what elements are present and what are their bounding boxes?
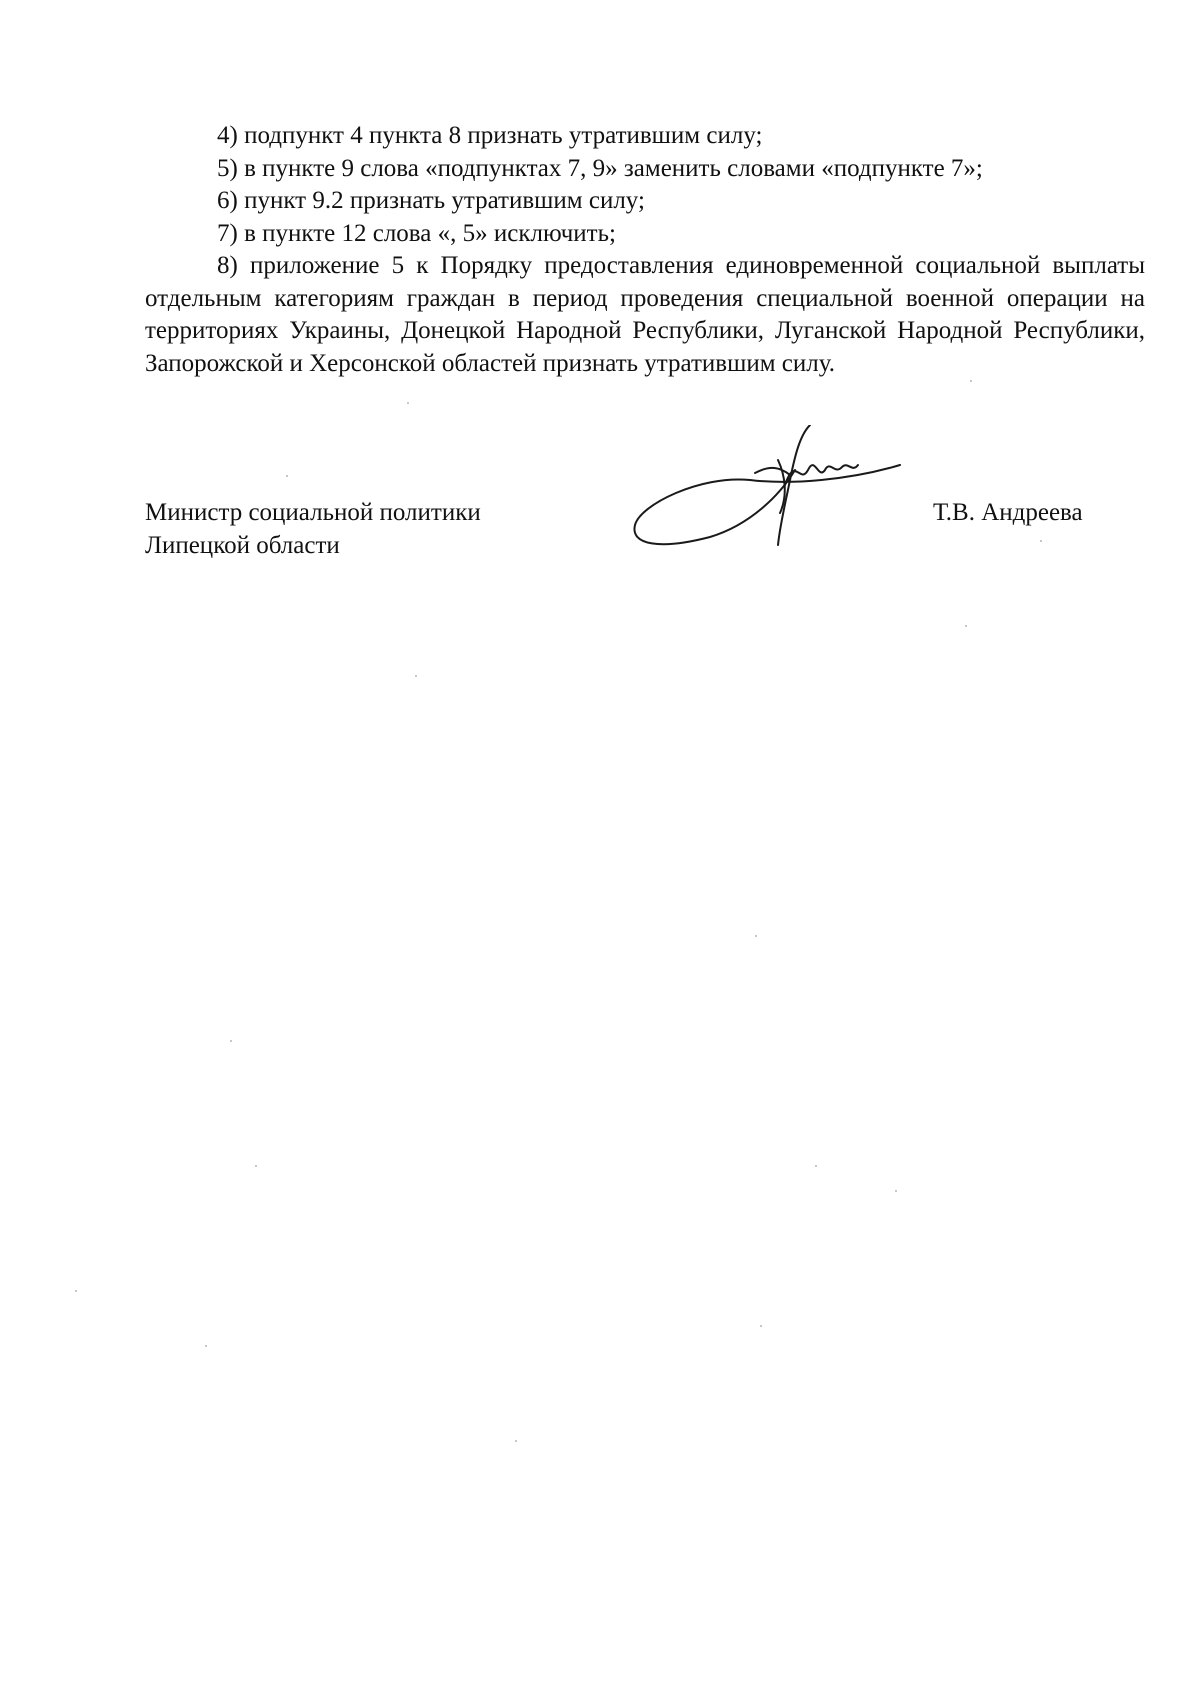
signer-position-line-1: Министр социальной политики <box>145 499 481 526</box>
scan-speck <box>895 1190 897 1192</box>
scan-speck <box>515 1440 517 1442</box>
document-body <box>145 120 1145 380</box>
scan-speck <box>760 1325 762 1327</box>
scan-speck <box>205 1345 207 1347</box>
scan-speck <box>286 475 288 477</box>
signer-position-line-2: Липецкой области <box>145 532 340 559</box>
signer-position <box>145 496 481 562</box>
scan-speck <box>1040 540 1042 542</box>
scan-speck <box>255 1165 257 1167</box>
signer-name: Т.В. Андреева <box>933 499 1083 526</box>
handwritten-signature <box>630 425 920 565</box>
scan-speck <box>75 1290 77 1292</box>
amendment-item-4: 4) подпункт 4 пункта 8 признать утратившим силу; <box>217 122 763 149</box>
amendment-item-6: 6) пункт 9.2 признать утратившим силу; <box>217 187 645 214</box>
scan-speck <box>815 1165 817 1167</box>
scan-speck <box>407 402 409 404</box>
scan-speck <box>970 380 972 382</box>
amendment-item-8: 8) приложение 5 к Порядку предоставления единовременной социальной выплаты отдельным категориям граждан в период проведения специальной военной операции на территориях Украины, Донецкой Народной Республики, Луганской Народной Республики, Запорожской и Херсонской областей признать утратившим силу. <box>145 252 1145 377</box>
amendment-item-5: 5) в пункте 9 слова «подпунктах 7, 9» заменить словами «подпункте 7»; <box>217 154 983 182</box>
scan-speck <box>230 1040 232 1042</box>
scan-speck <box>755 935 757 937</box>
amendment-item-7: 7) в пункте 12 слова «, 5» исключить; <box>217 219 616 247</box>
scan-speck <box>965 625 967 627</box>
scan-speck <box>415 675 417 677</box>
